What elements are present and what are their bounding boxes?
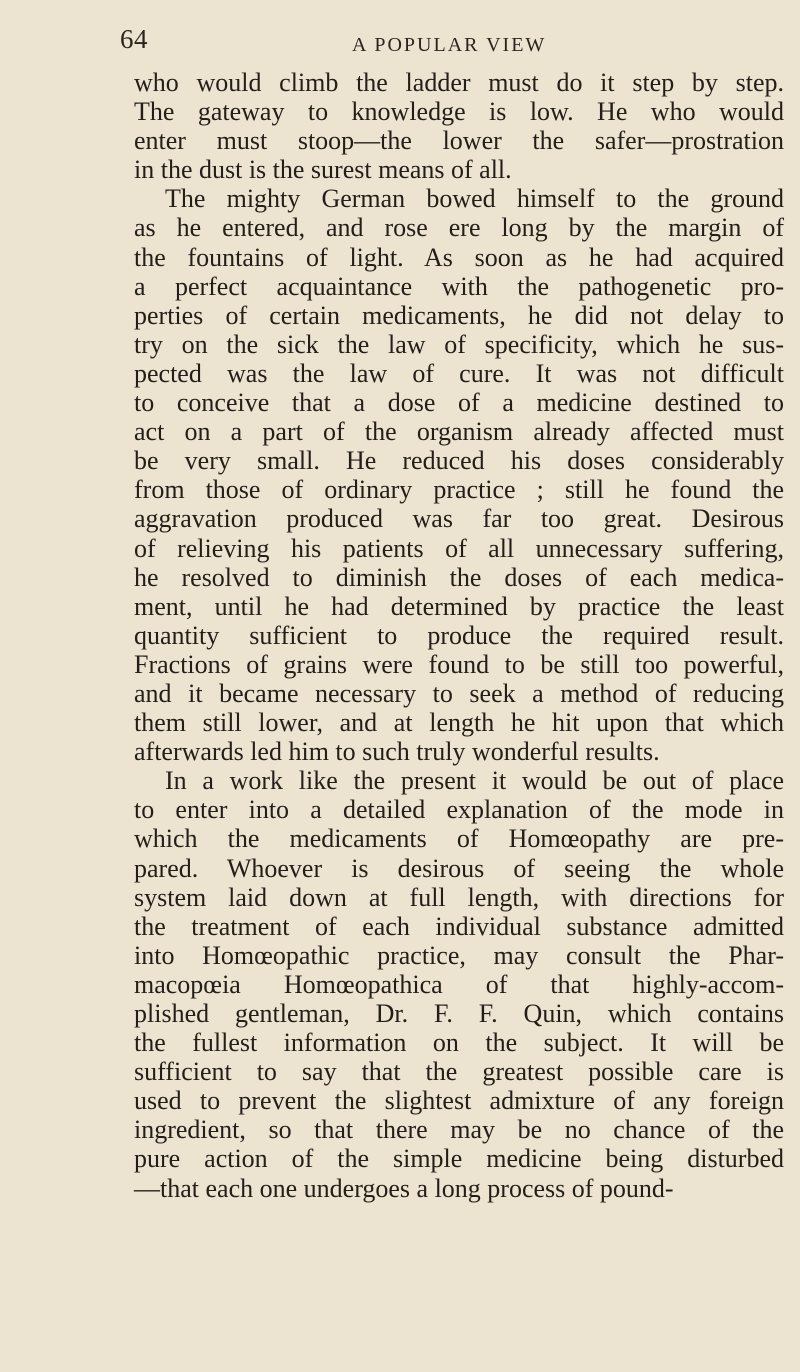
text-line: plished gentleman, Dr. F. F. Quin, which contains: [134, 999, 784, 1028]
running-title: A POPULAR VIEW: [352, 34, 547, 56]
text-line: system laid down at full length, with directions for: [134, 882, 784, 912]
text-line: in the dust is the surest means of all.: [134, 155, 512, 185]
text-line: ingredient, so that there may be no chance of the: [134, 1115, 784, 1145]
text-line: to conceive that a dose of a medicine destined to: [134, 388, 784, 418]
text-line: and it became necessary to seek a method of reducing: [134, 678, 784, 708]
text-line: pared. Whoever is desirous of seeing the whole: [134, 853, 784, 883]
text-line: the fountains of light. As soon as he had acquired: [134, 242, 784, 272]
text-line: he resolved to diminish the doses of each medica-: [134, 562, 784, 592]
text-line: as he entered, and rose ere long by the margin of: [134, 213, 784, 243]
page-number: 64: [120, 24, 148, 54]
text-line: of relieving his patients of all unnecessary suffering,: [134, 533, 784, 563]
text-line: a perfect acquaintance with the pathogenetic pro-: [134, 271, 784, 301]
text-line: try on the sick the law of specificity, which he sus-: [134, 329, 784, 359]
text-line: The gateway to knowledge is low. He who would: [134, 97, 784, 127]
text-line: the fullest information on the subject. It will be: [134, 1028, 784, 1058]
text-line: which the medicaments of Homœopathy are pre-: [134, 824, 784, 854]
text-line: the treatment of each individual substance admitted: [134, 911, 784, 941]
text-line: sufficient to say that the greatest possible care is: [134, 1057, 784, 1087]
text-line: them still lower, and at length he hit upon that which: [134, 708, 784, 738]
text-line: pure action of the simple medicine being disturbed: [134, 1144, 784, 1174]
text-line: into Homœopathic practice, may consult the Phar-: [134, 940, 784, 970]
text-line: —that each one undergoes a long process of pound-: [134, 1173, 674, 1203]
text-line: In a work like the present it would be out of place: [165, 766, 784, 796]
text-line: used to prevent the slightest admixture of any foreign: [134, 1086, 784, 1116]
text-line: The mighty German bowed himself to the ground: [165, 184, 784, 214]
text-line: ment, until he had determined by practice the least: [134, 591, 784, 621]
text-line: enter must stoop—the lower the safer—prostration: [134, 126, 784, 156]
text-line: act on a part of the organism already affected must: [134, 417, 784, 447]
text-line: afterwards led him to such truly wonderful results.: [134, 737, 660, 767]
text-line: Fractions of grains were found to be still too powerful,: [134, 649, 784, 679]
body-text: [134, 68, 784, 1203]
text-line: aggravation produced was far too great. Desirous: [134, 504, 784, 534]
running-head: [120, 24, 780, 64]
text-line: be very small. He reduced his doses considerably: [134, 446, 784, 476]
text-line: quantity sufficient to produce the required result.: [134, 620, 784, 650]
text-line: macopœia Homœopathica of that highly-accom-: [134, 969, 784, 999]
text-line: who would climb the ladder must do it step by step.: [134, 68, 784, 97]
text-line: from those of ordinary practice ; still he found the: [134, 475, 784, 505]
text-line: to enter into a detailed explanation of the mode in: [134, 795, 784, 825]
text-line: pected was the law of cure. It was not difficult: [134, 358, 784, 388]
text-line: perties of certain medicaments, he did not delay to: [134, 300, 784, 330]
